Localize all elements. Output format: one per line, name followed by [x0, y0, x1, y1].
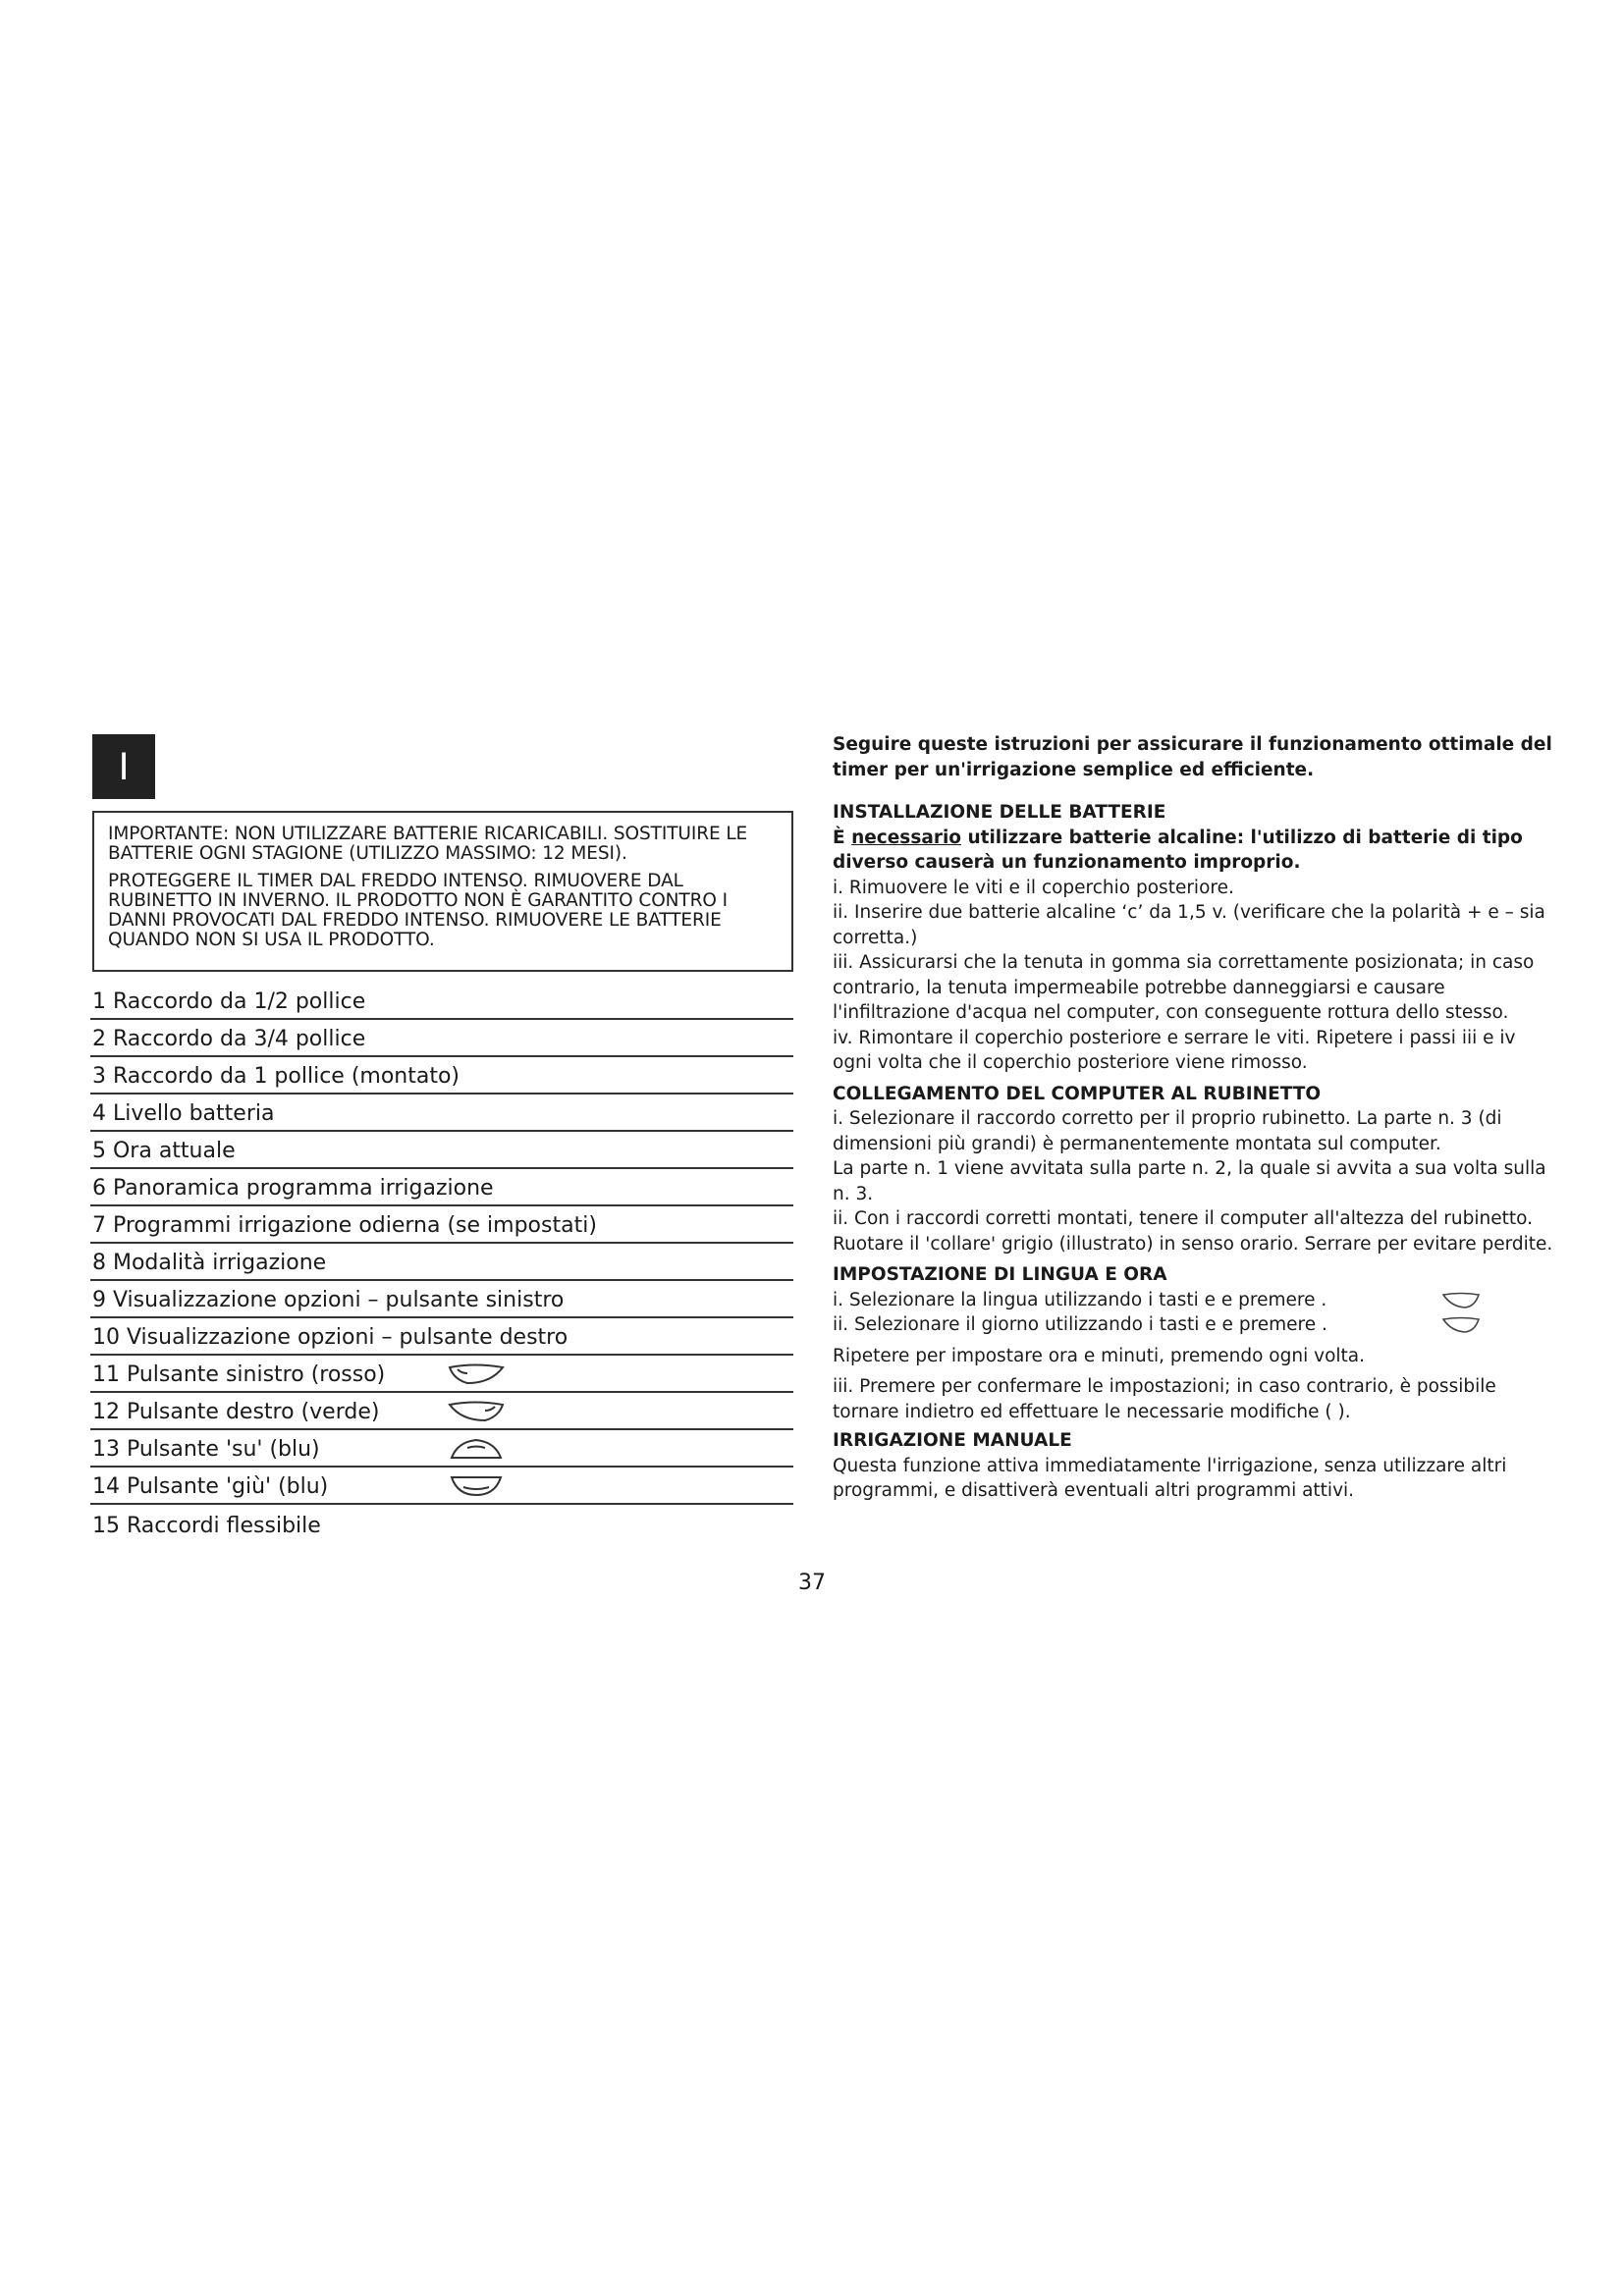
- list-item: 8 Modalità irrigazione: [90, 1244, 793, 1281]
- down-button-icon: [446, 1473, 507, 1499]
- warning-batteries: IMPORTANTE: NON UTILIZZARE BATTERIE RICARICABILI. SOSTITUIRE LE BATTERIE OGNI STAGIONE (UTILIZZO MASSIMO: 12 MESI).: [108, 824, 748, 864]
- list-item: 12 Pulsante destro (verde): [90, 1393, 793, 1430]
- list-item: 14 Pulsante 'giù' (blu): [90, 1468, 793, 1505]
- list-item: 15 Raccordi flessibile: [92, 1514, 321, 1538]
- tap-step-i: i. Selezionare il raccordo corretto per il proprio rubinetto. La parte n. 3 (di dimensioni più grandi) è permanentemente montata sul computer.: [833, 1108, 1502, 1154]
- tap-step-ii: ii. Con i raccordi corretti montati, tenere il computer all'altezza del rubinetto. Ruotare il 'collare' grigio (illustrato) in senso orario. Serrare per evitare perdite.: [833, 1208, 1553, 1255]
- parts-list: [90, 982, 793, 1542]
- list-item: 2 Raccordo da 3/4 pollice: [90, 1020, 793, 1057]
- language-step-i: i. Selezionare la lingua utilizzando i tasti e e premere .: [833, 1288, 1559, 1313]
- list-item: 4 Livello batteria: [90, 1095, 793, 1132]
- manual-text: Questa funzione attiva immediatamente l'irrigazione, senza utilizzare altri programmi, e disattiverà eventuali altri programmi attivi.: [833, 1455, 1507, 1501]
- section-heading-language: IMPOSTAZIONE DI LINGUA E ORA: [833, 1264, 1167, 1285]
- left-button-icon: [446, 1362, 507, 1387]
- list-item: 1 Raccordo da 1/2 pollice: [90, 982, 793, 1020]
- section-heading-manual: IRRIGAZIONE MANUALE: [833, 1430, 1072, 1451]
- intro-text: Seguire queste istruzioni per assicurare il funzionamento ottimale del timer per un'irrigazione semplice ed efficiente.: [833, 734, 1552, 780]
- up-button-icon: [446, 1436, 507, 1462]
- instructions-column: [833, 732, 1559, 1504]
- tap-step-i-continued: La parte n. 1 viene avvitata sulla parte n. 2, la quale si avvita a sua volta sulla n. 3.: [833, 1158, 1546, 1204]
- list-item: 9 Visualizzazione opzioni – pulsante sinistro: [90, 1281, 793, 1318]
- right-button-icon: [1441, 1315, 1481, 1335]
- language-step-ii: ii. Selezionare il giorno utilizzando i tasti e e premere .: [833, 1312, 1559, 1338]
- list-item: 10 Visualizzazione opzioni – pulsante destro: [90, 1318, 793, 1356]
- warning-box: [92, 811, 793, 972]
- right-button-icon: [1441, 1291, 1481, 1310]
- battery-step-ii: ii. Inserire due batterie alcaline ‘c’ da 1,5 v. (verificare che la polarità + e – sia corretta.): [833, 902, 1545, 948]
- page-number: 37: [798, 1571, 826, 1595]
- list-item: 5 Ora attuale: [90, 1132, 793, 1169]
- list-item: 3 Raccordo da 1 pollice (montato): [90, 1057, 793, 1095]
- list-item: 7 Programmi irrigazione odierna (se impostati): [90, 1206, 793, 1244]
- warning-frost: PROTEGGERE IL TIMER DAL FREDDO INTENSO. RIMUOVERE DAL RUBINETTO IN INVERNO. IL PRODOTTO NON È GARANTITO CONTRO I DANNI PROVOCATI DAL FREDDO INTENSO. RIMUOVERE LE BATTERIE QUANDO NON SI USA IL PRODOTTO.: [108, 871, 728, 950]
- language-badge: I: [92, 734, 155, 799]
- battery-warning: È necessario utilizzare batterie alcaline: l'utilizzo di batterie di tipo diverso causerà un funzionamento improprio.: [833, 827, 1523, 873]
- section-heading-batteries: INSTALLAZIONE DELLE BATTERIE: [833, 802, 1166, 823]
- language-step-iii: iii. Premere per confermare le impostazioni; in caso contrario, è possibile tornare indietro ed effettuare le necessarie modifiche ( ).: [833, 1376, 1496, 1422]
- list-item: 13 Pulsante 'su' (blu): [90, 1430, 793, 1468]
- battery-step-iv: iv. Rimontare il coperchio posteriore e serrare le viti. Ripetere i passi iii e iv ogni volta che il coperchio posteriore viene rimosso.: [833, 1027, 1516, 1073]
- right-button-icon: [446, 1399, 507, 1424]
- section-heading-tap: COLLEGAMENTO DEL COMPUTER AL RUBINETTO: [833, 1083, 1322, 1104]
- language-repeat: Ripetere per impostare ora e minuti, premendo ogni volta.: [833, 1345, 1365, 1366]
- battery-step-i: i. Rimuovere le viti e il coperchio posteriore.: [833, 877, 1234, 898]
- battery-step-iii: iii. Assicurarsi che la tenuta in gomma sia correttamente posizionata; in caso contrario, la tenuta impermeabile potrebbe danneggiarsi e causare l'infiltrazione d'acqua nel computer, con conseguente rottura dello stesso.: [833, 952, 1535, 1023]
- list-item: 11 Pulsante sinistro (rosso): [90, 1356, 793, 1393]
- list-item: 6 Panoramica programma irrigazione: [90, 1169, 793, 1206]
